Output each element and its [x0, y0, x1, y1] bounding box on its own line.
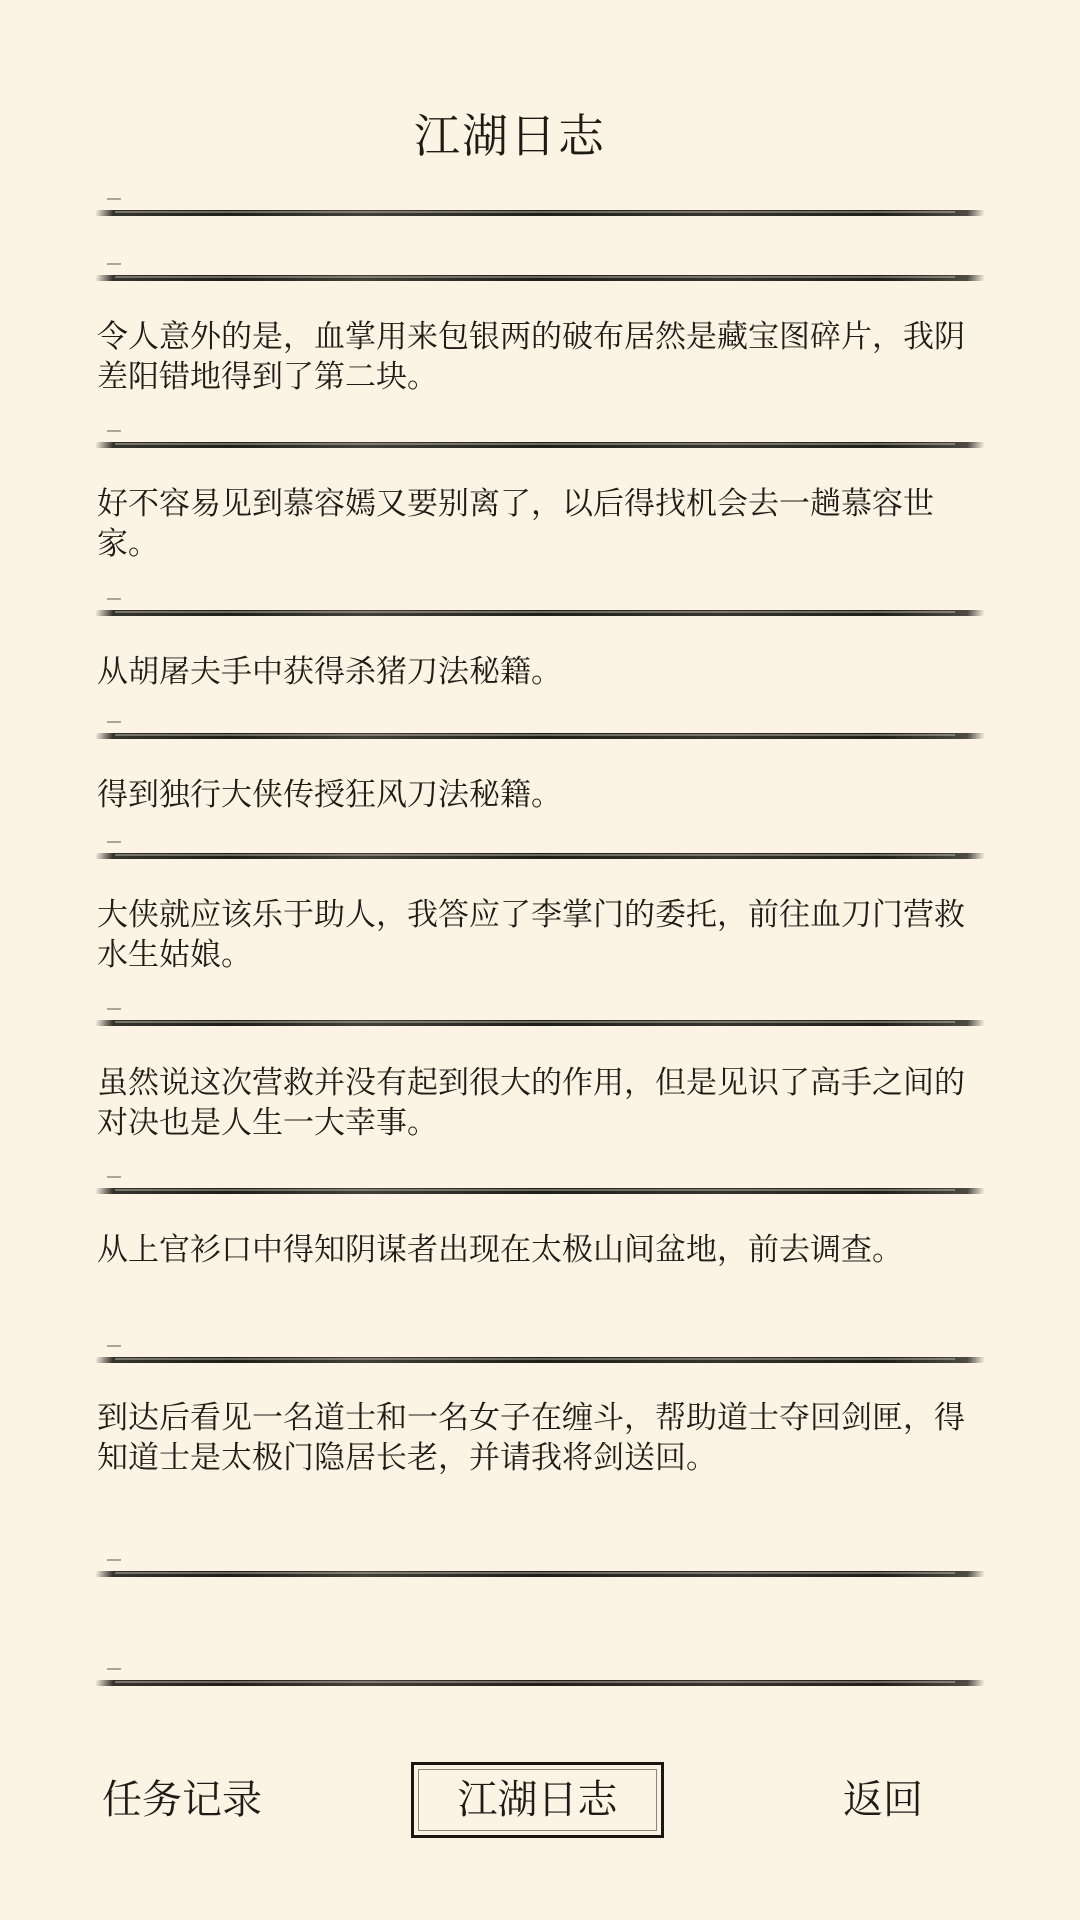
divider — [95, 1020, 986, 1026]
divider — [95, 853, 986, 859]
divider — [95, 733, 986, 739]
journal-entry-6: 虽然说这次营救并没有起到很大的作用，但是见识了高手之间的对决也是人生一大幸事。 — [97, 1065, 965, 1141]
journal-entry-5: 大侠就应该乐于助人，我答应了李掌门的委托，前往血刀门营救水生姑娘。 — [97, 897, 965, 973]
divider — [95, 1571, 986, 1577]
divider — [95, 1680, 986, 1686]
back-button[interactable]: 返回 — [843, 1777, 923, 1823]
tab-jianghu-journal[interactable]: 江湖日志 — [411, 1762, 664, 1838]
journal-entry-1: 令人意外的是，血掌用来包银两的破布居然是藏宝图碎片，我阴差阳错地得到了第二块。 — [97, 319, 965, 395]
divider — [95, 210, 986, 216]
divider — [95, 442, 986, 448]
divider — [95, 1357, 986, 1363]
divider — [95, 275, 986, 281]
journal-entry-8: 到达后看见一名道士和一名女子在缠斗，帮助道士夺回剑匣，得知道士是太极门隐居长老，并请我将剑送回。 — [97, 1400, 965, 1476]
divider — [95, 1188, 986, 1194]
journal-entry-2: 好不容易见到慕容嫣又要别离了，以后得找机会去一趟慕容世家。 — [97, 486, 934, 562]
tab-task-log[interactable]: 任务记录 — [102, 1777, 262, 1823]
divider — [95, 610, 986, 616]
page-title: 江湖日志 — [414, 109, 606, 163]
journal-entry-3: 从胡屠夫手中获得杀猪刀法秘籍。 — [97, 654, 562, 690]
journal-entry-7: 从上官衫口中得知阴谋者出现在太极山间盆地，前去调查。 — [97, 1232, 903, 1268]
journal-entry-4: 得到独行大侠传授狂风刀法秘籍。 — [97, 777, 562, 813]
